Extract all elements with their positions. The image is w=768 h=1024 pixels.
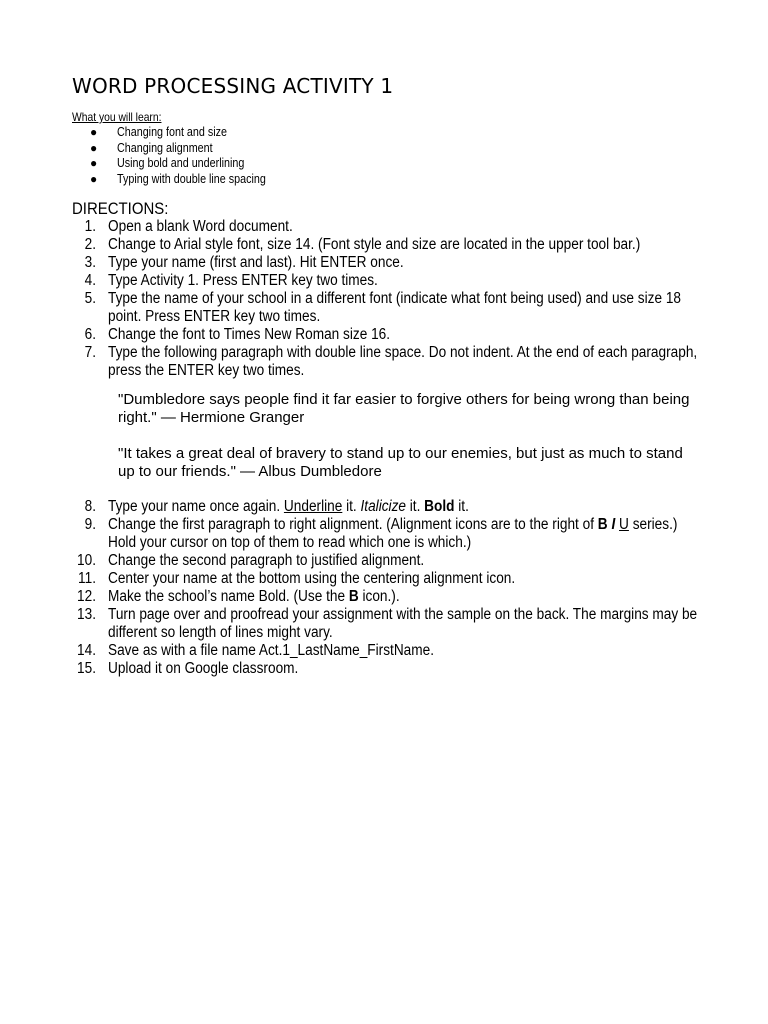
step-text: Turn page over and proofread your assignment with the sample on the back. The margins may be bbox=[108, 606, 698, 623]
quote-line: "It takes a great deal of bravery to stand up to our enemies, but just as much to stand bbox=[118, 445, 683, 462]
step-number: 2. bbox=[84, 236, 96, 253]
step-text-part: it. bbox=[342, 498, 361, 515]
step-text-part: icon.). bbox=[358, 588, 400, 605]
bold-letter: B bbox=[348, 588, 359, 605]
step-item bbox=[72, 660, 712, 678]
step-number: 12. bbox=[77, 588, 96, 605]
bullet-icon: ● bbox=[90, 156, 98, 170]
steps-list-b bbox=[72, 498, 712, 678]
italic-sample: Italicize bbox=[360, 498, 406, 515]
step-text-continued: press the ENTER key two times. bbox=[108, 362, 305, 379]
step-text bbox=[108, 498, 706, 516]
step-text-part: series.) bbox=[628, 516, 678, 533]
learn-heading: What you will learn: bbox=[72, 110, 162, 124]
step-text-part: Change the first paragraph to right alignment. (Alignment icons are to the right of bbox=[108, 516, 598, 533]
list-item-text: Using bold and underlining bbox=[117, 156, 245, 170]
bold-sample: Bold bbox=[424, 498, 455, 515]
step-text: Center your name at the bottom using the centering alignment icon. bbox=[108, 570, 516, 587]
step-item bbox=[72, 326, 712, 344]
step-number: 4. bbox=[84, 272, 96, 289]
step-text bbox=[108, 588, 706, 606]
step-item bbox=[72, 218, 712, 236]
step-text-part: Type your name once again. bbox=[108, 498, 284, 515]
step-text: Type the following paragraph with double line space. Do not indent. At the end of each paragraph, bbox=[108, 344, 698, 361]
step-number: 5. bbox=[84, 290, 96, 307]
page-title: WORD PROCESSING ACTIVITY 1 bbox=[72, 74, 394, 98]
step-text-part: it. bbox=[454, 498, 469, 515]
bullet-icon: ● bbox=[90, 125, 98, 139]
quote-hermione bbox=[118, 391, 708, 427]
step-item bbox=[72, 236, 712, 254]
step-item bbox=[72, 588, 712, 606]
step-text-continued: Hold your cursor on top of them to read which one is which.) bbox=[108, 534, 472, 551]
step-number: 11. bbox=[78, 570, 96, 587]
quote-line: up to our friends." — Albus Dumbledore bbox=[118, 463, 382, 480]
quote-line: right." — Hermione Granger bbox=[118, 409, 305, 426]
step-text-part: Make the school’s name Bold. (Use the bbox=[108, 588, 349, 605]
step-number: 1. bbox=[84, 218, 96, 235]
quote-line: "Dumbledore says people find it far easier to forgive others for being wrong than being bbox=[118, 391, 690, 408]
step-item bbox=[72, 254, 712, 272]
underline-letter: U bbox=[619, 516, 629, 533]
underline-sample: Underline bbox=[283, 498, 343, 515]
step-text: Save as with a file name Act.1_LastName_FirstName. bbox=[108, 642, 434, 659]
bullet-icon: ● bbox=[90, 171, 98, 186]
steps-list-a bbox=[72, 218, 712, 380]
directions-heading: DIRECTIONS: bbox=[72, 199, 169, 218]
step-text-continued: different so length of lines might vary. bbox=[108, 624, 333, 641]
step-number: 9. bbox=[84, 516, 96, 533]
step-text-continued: point. Press ENTER key two times. bbox=[108, 308, 321, 325]
step-text: Change the font to Times New Roman size 16. bbox=[108, 326, 391, 343]
step-text bbox=[108, 516, 706, 534]
step-text-part: it. bbox=[405, 498, 425, 515]
italic-letter: I bbox=[611, 516, 616, 533]
step-text: Upload it on Google classroom. bbox=[108, 660, 299, 677]
step-text: Type the name of your school in a different font (indicate what font being used) and use size 18 bbox=[108, 290, 681, 307]
step-item bbox=[72, 606, 712, 642]
list-item-text: Typing with double line spacing bbox=[117, 171, 266, 186]
step-text: Open a blank Word document. bbox=[108, 218, 293, 235]
step-number: 8. bbox=[84, 498, 96, 515]
bullet-icon: ● bbox=[90, 140, 98, 155]
step-number: 10. bbox=[77, 552, 96, 569]
list-item-text: Changing alignment bbox=[117, 140, 213, 155]
quote-dumbledore bbox=[118, 445, 708, 481]
step-item bbox=[72, 642, 712, 660]
step-number: 13. bbox=[77, 606, 96, 623]
step-text: Change to Arial style font, size 14. (Font style and size are located in the upper tool bar.) bbox=[108, 236, 641, 253]
step-item bbox=[72, 498, 712, 516]
step-text: Change the second paragraph to justified alignment. bbox=[108, 552, 425, 569]
step-number: 14. bbox=[77, 642, 96, 659]
step-text: Type Activity 1. Press ENTER key two times. bbox=[108, 272, 378, 289]
step-item bbox=[72, 516, 712, 552]
step-item bbox=[72, 570, 712, 588]
bold-letter: B bbox=[597, 516, 608, 533]
step-number: 6. bbox=[84, 326, 96, 343]
step-item bbox=[72, 290, 712, 326]
step-item bbox=[72, 344, 712, 380]
step-item bbox=[72, 552, 712, 570]
step-number: 15. bbox=[77, 660, 96, 677]
step-text: Type your name (first and last). Hit ENTER once. bbox=[108, 254, 404, 271]
step-item bbox=[72, 272, 712, 290]
step-number: 3. bbox=[84, 254, 96, 271]
step-number: 7. bbox=[84, 344, 96, 361]
list-item-text: Changing font and size bbox=[117, 125, 227, 139]
